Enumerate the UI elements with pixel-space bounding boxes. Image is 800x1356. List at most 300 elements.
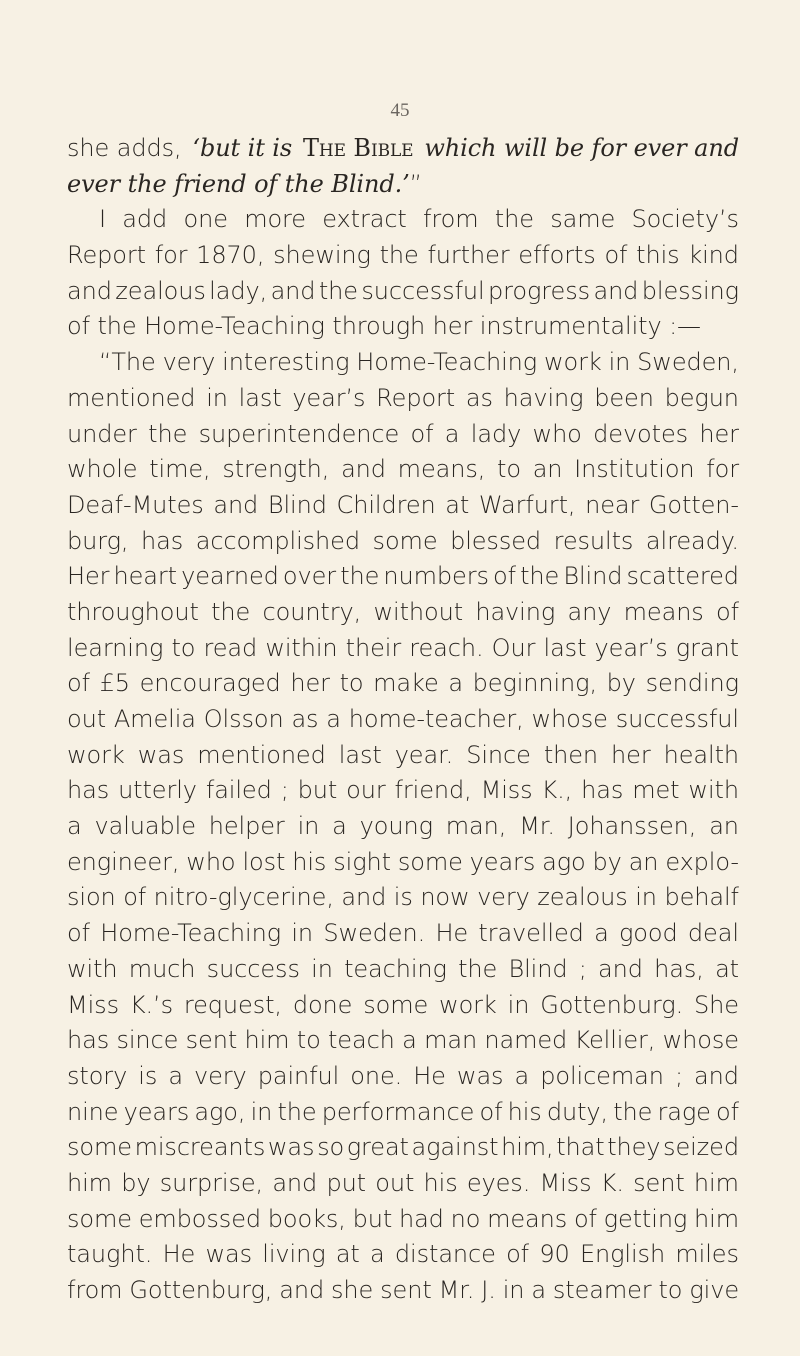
word: good bbox=[619, 919, 678, 948]
word: no bbox=[450, 1204, 481, 1233]
word: rage bbox=[657, 1097, 711, 1126]
text-line bbox=[67, 1166, 739, 1202]
word: Johanssen, bbox=[567, 812, 697, 841]
text-line bbox=[67, 417, 739, 453]
text-line: of the Home-Teaching through her instrumentality :— bbox=[67, 312, 701, 341]
word: without bbox=[373, 597, 464, 626]
word: of bbox=[506, 1240, 530, 1269]
word: and bbox=[341, 883, 387, 912]
word: the bbox=[520, 562, 560, 591]
word: him bbox=[693, 1168, 739, 1197]
word: a bbox=[402, 1026, 417, 1055]
word: grant bbox=[675, 633, 739, 662]
word: surprise, bbox=[159, 1168, 264, 1197]
word: ago bbox=[542, 847, 586, 876]
word: kind bbox=[688, 241, 739, 270]
word: her bbox=[699, 419, 739, 448]
word: Institution bbox=[574, 455, 695, 484]
word: and bbox=[694, 1061, 739, 1090]
word: behalf bbox=[664, 883, 739, 912]
word: has bbox=[581, 776, 624, 805]
word: of bbox=[123, 883, 147, 912]
word: by bbox=[121, 1168, 151, 1197]
word: He bbox=[162, 1240, 196, 1269]
word: numbers bbox=[383, 562, 489, 591]
word: the bbox=[379, 241, 419, 270]
text-line bbox=[67, 595, 739, 631]
word: sending bbox=[645, 669, 739, 698]
word: lady, bbox=[209, 276, 268, 305]
word: 90 bbox=[539, 1240, 570, 1269]
word: ago, bbox=[194, 1097, 246, 1126]
word: ; bbox=[578, 954, 587, 983]
word: work bbox=[543, 348, 602, 377]
word: same bbox=[550, 205, 616, 234]
word: with bbox=[67, 954, 118, 983]
word: from bbox=[67, 1276, 123, 1304]
word: beginning, bbox=[472, 669, 597, 698]
word: blessing bbox=[641, 276, 739, 305]
text-line bbox=[67, 1273, 739, 1309]
word: at bbox=[715, 954, 739, 983]
word: a bbox=[514, 1061, 530, 1090]
word: read bbox=[203, 633, 258, 662]
word: Our bbox=[491, 633, 536, 662]
word: who bbox=[186, 847, 236, 876]
word: means bbox=[487, 1204, 568, 1233]
word: having bbox=[503, 383, 584, 412]
word: his bbox=[292, 847, 327, 876]
word: the bbox=[613, 1097, 653, 1126]
word: heart bbox=[113, 562, 177, 591]
word: Sweden, bbox=[637, 348, 739, 377]
word: was bbox=[137, 740, 185, 769]
text-line bbox=[67, 1023, 739, 1059]
word: an bbox=[628, 847, 659, 876]
word: in bbox=[250, 1097, 273, 1126]
word: him bbox=[244, 1026, 290, 1055]
word: a bbox=[67, 812, 82, 841]
word: some bbox=[363, 990, 429, 1019]
word: out bbox=[67, 705, 107, 733]
word: to bbox=[497, 455, 521, 484]
word: some bbox=[397, 847, 463, 876]
word: Society’s bbox=[631, 205, 739, 234]
word: travelled bbox=[478, 919, 584, 948]
word: taught. bbox=[67, 1240, 153, 1269]
word: and bbox=[341, 455, 386, 484]
word: and bbox=[598, 954, 643, 983]
word: and bbox=[279, 1276, 325, 1304]
word: year. bbox=[394, 740, 454, 769]
word: friend, bbox=[394, 776, 472, 805]
word: the bbox=[277, 1097, 317, 1126]
word: named bbox=[484, 1026, 568, 1055]
word: over bbox=[282, 562, 337, 591]
word: sent bbox=[380, 1276, 432, 1304]
word: Sweden. bbox=[323, 919, 426, 948]
word: scattered bbox=[626, 562, 739, 591]
word: the bbox=[211, 597, 251, 626]
word: to bbox=[171, 633, 196, 662]
word: accomplished bbox=[195, 526, 360, 555]
word: but bbox=[352, 1204, 393, 1233]
word: successful bbox=[615, 705, 739, 733]
word: has bbox=[67, 776, 110, 805]
word: very bbox=[477, 883, 530, 912]
word: nitro-glycerine, bbox=[153, 883, 334, 912]
word: J. bbox=[481, 1276, 496, 1304]
word: a bbox=[326, 705, 341, 733]
word: and bbox=[270, 276, 316, 305]
line-01-pre: she adds, bbox=[67, 134, 182, 162]
word: deal bbox=[687, 919, 739, 948]
word: of bbox=[716, 1097, 739, 1126]
word: blessed bbox=[450, 526, 542, 555]
word: a bbox=[444, 419, 460, 448]
word: Home-Teaching bbox=[356, 348, 538, 377]
word: Amelia bbox=[113, 705, 196, 733]
word: our bbox=[346, 776, 386, 805]
word: under bbox=[67, 419, 137, 448]
word: him bbox=[67, 1168, 112, 1197]
word: Miss bbox=[539, 1168, 592, 1197]
word: engineer, bbox=[67, 847, 180, 876]
word: Miss bbox=[480, 776, 533, 805]
word: give bbox=[689, 1276, 739, 1304]
word: Blind bbox=[508, 954, 568, 983]
word: at bbox=[335, 1240, 360, 1269]
word: Blind bbox=[267, 490, 327, 519]
word: his bbox=[423, 1168, 458, 1197]
text-line bbox=[67, 1202, 739, 1238]
word: Gottenburg. bbox=[540, 990, 684, 1019]
word: now bbox=[420, 883, 470, 912]
text-line bbox=[67, 1237, 739, 1273]
word: Report bbox=[376, 383, 456, 412]
word: sion bbox=[67, 883, 116, 912]
word: years bbox=[469, 847, 536, 876]
word: year’s bbox=[292, 383, 366, 412]
word: means bbox=[623, 597, 704, 626]
word: to bbox=[658, 1276, 683, 1304]
word: steamer bbox=[552, 1276, 652, 1304]
word: had bbox=[398, 1204, 444, 1233]
word: any bbox=[567, 597, 612, 626]
word: very bbox=[194, 1061, 247, 1090]
word: mentioned bbox=[197, 740, 326, 769]
word: reach. bbox=[409, 633, 484, 662]
word: in bbox=[311, 954, 333, 983]
word: progress bbox=[488, 276, 591, 305]
text-line bbox=[67, 559, 739, 595]
word: him, bbox=[501, 1133, 554, 1162]
word: He bbox=[435, 919, 469, 948]
line-02-italic: ever the friend of the Blind.’ bbox=[67, 169, 410, 198]
word: home-teacher, bbox=[348, 705, 524, 733]
word: efforts bbox=[518, 241, 596, 270]
text-line bbox=[67, 202, 739, 238]
word: a bbox=[168, 1061, 183, 1090]
word: helper bbox=[208, 812, 285, 841]
word: last bbox=[338, 740, 382, 769]
word: embossed bbox=[138, 1204, 261, 1233]
word: more bbox=[244, 205, 306, 234]
word: was bbox=[267, 1133, 315, 1162]
word: work bbox=[67, 740, 125, 769]
word: one. bbox=[350, 1061, 403, 1090]
word: story bbox=[67, 1061, 128, 1090]
word: and bbox=[593, 276, 639, 305]
text-line bbox=[67, 702, 739, 738]
word: is bbox=[138, 1061, 158, 1090]
word: the bbox=[340, 562, 380, 591]
word: Miss bbox=[67, 990, 119, 1019]
word: of bbox=[573, 1204, 597, 1233]
word: teaching bbox=[344, 954, 447, 983]
word: done bbox=[292, 990, 353, 1019]
word: lost bbox=[242, 847, 286, 876]
word: of bbox=[67, 669, 90, 698]
word: ; bbox=[280, 776, 289, 805]
word: the bbox=[318, 276, 358, 305]
line-02-close: ” bbox=[409, 169, 422, 198]
text-line bbox=[67, 809, 739, 845]
word: much bbox=[128, 954, 196, 983]
word: last bbox=[238, 383, 282, 412]
word: in bbox=[608, 348, 631, 377]
word: in bbox=[502, 1276, 525, 1304]
word: by bbox=[592, 847, 622, 876]
word: Home-Teaching bbox=[100, 919, 282, 948]
word: nine bbox=[67, 1097, 119, 1126]
word: last bbox=[543, 633, 587, 662]
word: whose bbox=[662, 1026, 739, 1055]
word: “The bbox=[99, 348, 156, 377]
text-line bbox=[67, 1059, 739, 1095]
word: then bbox=[543, 740, 599, 769]
word: sight bbox=[333, 847, 391, 876]
word: and bbox=[213, 490, 259, 519]
word: English bbox=[579, 1240, 666, 1269]
word: as bbox=[291, 705, 319, 733]
word: they bbox=[607, 1133, 661, 1162]
word: superintendence bbox=[198, 419, 400, 448]
text-line bbox=[67, 880, 739, 916]
word: successful bbox=[361, 276, 485, 305]
word: by bbox=[606, 669, 636, 698]
word: devotes bbox=[593, 419, 689, 448]
word: add bbox=[122, 205, 168, 234]
text-line bbox=[67, 524, 739, 560]
word: to bbox=[339, 669, 364, 698]
word: K.’s bbox=[129, 990, 173, 1019]
word: and bbox=[272, 1168, 318, 1197]
word: who bbox=[532, 419, 582, 448]
word: whole bbox=[67, 455, 138, 484]
word: been bbox=[594, 383, 654, 412]
text-line bbox=[67, 381, 739, 417]
word: He bbox=[413, 1061, 446, 1090]
text-line bbox=[67, 952, 739, 988]
word: Gotten- bbox=[648, 490, 739, 519]
text-line bbox=[67, 738, 739, 774]
word: has bbox=[67, 1026, 110, 1055]
word: of bbox=[479, 1097, 503, 1126]
line-01-italic-b: which will be for ever and bbox=[424, 134, 739, 162]
word: great bbox=[346, 1133, 409, 1162]
word: Olsson bbox=[203, 705, 284, 733]
word: as bbox=[465, 383, 493, 412]
word: I bbox=[99, 205, 106, 234]
word: her bbox=[611, 740, 651, 769]
word: against bbox=[411, 1133, 499, 1162]
word: an bbox=[709, 812, 739, 841]
word: the bbox=[494, 205, 534, 234]
word: for bbox=[154, 241, 188, 270]
word: year’s bbox=[594, 633, 668, 662]
word: burg, bbox=[67, 526, 129, 555]
word: an bbox=[532, 455, 563, 484]
word: out bbox=[375, 1168, 415, 1197]
word: performance bbox=[321, 1097, 475, 1126]
word: 1870, bbox=[196, 241, 265, 270]
word: and bbox=[67, 276, 112, 305]
word: a bbox=[370, 1240, 385, 1269]
word: make bbox=[373, 669, 439, 698]
word: results bbox=[553, 526, 634, 555]
word: shewing bbox=[273, 241, 371, 270]
page-number: 45 bbox=[390, 100, 410, 121]
word: yearned bbox=[181, 562, 279, 591]
word: this bbox=[636, 241, 680, 270]
text-line bbox=[67, 1130, 739, 1166]
line-01-small-caps: The Bible bbox=[302, 134, 414, 162]
word: sent bbox=[185, 1026, 238, 1055]
word: man bbox=[424, 1026, 478, 1055]
text-line bbox=[67, 988, 739, 1024]
word: K. bbox=[600, 1168, 624, 1197]
word: distance bbox=[394, 1240, 496, 1269]
text-line bbox=[67, 773, 739, 809]
text-line bbox=[67, 238, 739, 274]
word: explo- bbox=[665, 847, 739, 876]
word: of bbox=[604, 241, 628, 270]
word: getting bbox=[603, 1204, 688, 1233]
word: request, bbox=[183, 990, 282, 1019]
word: valuable bbox=[94, 812, 196, 841]
word: means, bbox=[397, 455, 486, 484]
word: of bbox=[493, 562, 516, 591]
word: has, bbox=[654, 954, 704, 983]
word: with bbox=[688, 776, 739, 805]
word: since bbox=[116, 1026, 179, 1055]
word: time, bbox=[149, 455, 211, 484]
word: Warfurt, bbox=[478, 490, 576, 519]
word: eyes. bbox=[466, 1168, 531, 1197]
word: of bbox=[410, 419, 434, 448]
line-01-italic-a bbox=[192, 131, 292, 167]
word: failed bbox=[205, 776, 272, 805]
line-01-italic-a-text: but it is bbox=[199, 134, 293, 162]
text-line bbox=[67, 274, 739, 310]
word: a bbox=[448, 669, 463, 698]
word: strength, bbox=[222, 455, 330, 484]
word: some bbox=[372, 526, 438, 555]
word: the bbox=[458, 954, 498, 983]
word: K., bbox=[541, 776, 573, 805]
word: young bbox=[359, 812, 433, 841]
word: within bbox=[265, 633, 338, 662]
word: a bbox=[531, 1276, 546, 1304]
word: was bbox=[205, 1240, 253, 1269]
word: having bbox=[475, 597, 556, 626]
word: so bbox=[317, 1133, 345, 1162]
word: Her bbox=[67, 562, 110, 591]
word: Deaf-Mutes bbox=[67, 490, 204, 519]
word: country, bbox=[262, 597, 362, 626]
word: in bbox=[507, 990, 530, 1019]
word: further bbox=[427, 241, 510, 270]
text-line bbox=[67, 631, 739, 667]
word: Blind bbox=[563, 562, 623, 591]
word: £5 bbox=[99, 669, 130, 698]
word: man, bbox=[445, 812, 507, 841]
word: whose bbox=[531, 705, 608, 733]
word: at bbox=[445, 490, 470, 519]
word: Mr. bbox=[438, 1276, 475, 1304]
word: of bbox=[67, 919, 90, 948]
word: encouraged bbox=[139, 669, 281, 698]
word: one bbox=[183, 205, 228, 234]
word: utterly bbox=[118, 776, 197, 805]
word: begun bbox=[664, 383, 739, 412]
text-line bbox=[67, 345, 739, 381]
word: of bbox=[716, 597, 739, 626]
text-line bbox=[67, 666, 739, 702]
body-text bbox=[67, 131, 739, 1309]
word: interesting bbox=[222, 348, 350, 377]
word: their bbox=[345, 633, 402, 662]
word: mentioned bbox=[67, 383, 196, 412]
word: his bbox=[507, 1097, 542, 1126]
text-line bbox=[67, 488, 739, 524]
word: him bbox=[694, 1204, 739, 1233]
word: policeman bbox=[540, 1061, 664, 1090]
word: in bbox=[635, 883, 657, 912]
word: is bbox=[393, 883, 413, 912]
word: was bbox=[456, 1061, 504, 1090]
line-01-quote-open: ‘ bbox=[192, 134, 200, 162]
word: the bbox=[148, 419, 188, 448]
word: work bbox=[439, 990, 497, 1019]
word: she bbox=[331, 1276, 374, 1304]
word: put bbox=[326, 1168, 366, 1197]
word: already. bbox=[645, 526, 739, 555]
word: her bbox=[290, 669, 330, 698]
word: met bbox=[632, 776, 680, 805]
word: in bbox=[206, 383, 228, 412]
word: seized bbox=[663, 1133, 739, 1162]
word: Kellier, bbox=[574, 1026, 656, 1055]
word: Report bbox=[67, 241, 146, 270]
word: throughout bbox=[67, 597, 199, 626]
word: Since bbox=[466, 740, 531, 769]
word: teach bbox=[328, 1026, 395, 1055]
word: very bbox=[162, 348, 216, 377]
word: near bbox=[585, 490, 640, 519]
word: ; bbox=[674, 1061, 683, 1090]
